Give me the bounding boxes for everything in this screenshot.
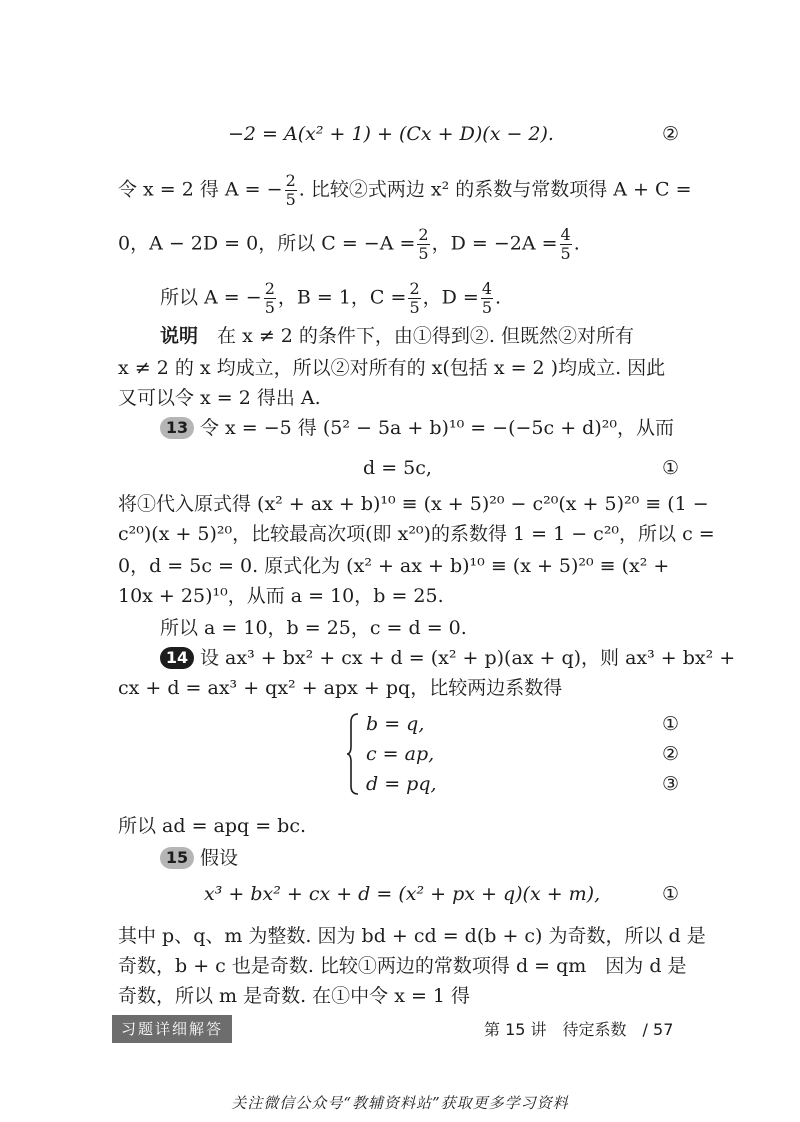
fraction-numerator: 2 <box>285 171 296 190</box>
system-equation: b = q, <box>366 713 425 735</box>
section-tag: 习题详细解答 <box>112 1015 232 1043</box>
equation: d = 5c, <box>363 457 432 479</box>
fraction-denominator: 5 <box>560 244 571 263</box>
text-line: 0，d = 5c = 0. 原式化为 (x² + ax + b)¹⁰ ≡ (x + 5)²⁰ ≡ (x² + <box>118 555 670 577</box>
left-brace-icon <box>346 712 360 796</box>
fraction-denominator: 5 <box>264 298 275 317</box>
text-segment: ，D = −2A = <box>431 232 558 255</box>
fraction-numerator: 4 <box>481 279 493 298</box>
fraction <box>417 226 429 263</box>
text-line: 所以 a = 10，b = 25，c = d = 0. <box>160 617 467 639</box>
system-equation: c = ap, <box>366 743 435 765</box>
watermark-note: 关注微信公众号“教辅资料站”获取更多学习资料 <box>231 1094 569 1112</box>
fraction-denominator: 5 <box>418 244 429 263</box>
text-segment: ，D = <box>422 286 479 309</box>
text-segment: . 比较②式两边 x² 的系数与常数项得 A + C = <box>298 178 692 201</box>
equation-2 <box>228 122 554 146</box>
text-segment: 令 x = −5 得 (5² − 5a + b)¹⁰ = −(−5c + d)²⁰，从而 <box>200 417 674 439</box>
text-segment: 设 ax³ + bx² + cx + d = (x² + p)(ax + q)，则 ax³ + bx² + <box>200 647 736 669</box>
fraction <box>481 280 493 317</box>
fraction <box>560 226 572 263</box>
equation-marker: ① <box>662 883 680 905</box>
text-segment: . <box>495 286 502 309</box>
text-line: 10x + 25)¹⁰，从而 a = 10，b = 25. <box>118 585 444 607</box>
problem-14-line <box>160 646 735 670</box>
text-line: 将①代入原式得 (x² + ax + b)¹⁰ ≡ (x + 5)²⁰ − c²⁰(x + 5)²⁰ ≡ (1 − <box>118 493 709 515</box>
equation-marker: ① <box>662 713 680 735</box>
problem-number-badge: 15 <box>160 847 194 869</box>
note-label: 说明 <box>160 325 199 347</box>
fraction-numerator: 2 <box>264 279 275 298</box>
note-line: x ≠ 2 的 x 均成立，所以②对所有的 x(包括 x = 2 )均成立. 因此 <box>118 357 666 379</box>
fraction-denominator: 5 <box>409 298 420 317</box>
text-line: 奇数，所以 m 是奇数. 在①中令 x = 1 得 <box>118 985 471 1007</box>
note-line <box>160 324 634 348</box>
text-line <box>118 226 580 263</box>
problem-13-line <box>160 416 674 440</box>
text-segment: 假设 <box>200 847 239 869</box>
fraction <box>264 280 276 317</box>
text-line <box>118 172 692 209</box>
fraction-numerator: 4 <box>560 225 571 244</box>
text-line: 奇数，b + c 也是奇数. 比较①两边的常数项得 d = qm 因为 d 是 <box>118 955 687 977</box>
note-line: 又可以令 x = 2 得出 A. <box>118 387 321 409</box>
text-segment: 0，A − 2D = 0，所以 C = −A = <box>118 232 416 255</box>
fraction-numerator: 2 <box>409 279 420 298</box>
text-segment: 令 x = 2 得 A = − <box>118 178 283 201</box>
text-line: 所以 ad = apq = bc. <box>118 815 307 837</box>
fraction <box>285 172 297 209</box>
problem-number-badge: 13 <box>160 417 194 439</box>
equation-marker: ③ <box>662 773 680 795</box>
equation-marker: ② <box>662 123 680 145</box>
system-equation: d = pq, <box>366 773 437 795</box>
equation: x³ + bx² + cx + d = (x² + px + q)(x + m), <box>204 883 601 905</box>
text-segment: 所以 A = − <box>160 286 262 309</box>
equation-marker: ① <box>662 457 680 479</box>
text-line <box>160 280 501 317</box>
problem-number-badge: 14 <box>160 647 194 669</box>
text-segment: ，B = 1，C = <box>277 286 407 309</box>
text-line: cx + d = ax³ + qx² + apx + pq，比较两边系数得 <box>118 677 563 699</box>
text-line: 其中 p、q、m 为整数. 因为 bd + cd = d(b + c) 为奇数，所以 d 是 <box>118 925 706 947</box>
text-line: c²⁰)(x + 5)²⁰，比较最高次项(即 x²⁰)的系数得 1 = 1 − c²⁰，所以 c = <box>118 523 715 545</box>
fraction-denominator: 5 <box>481 298 493 317</box>
fraction <box>408 280 420 317</box>
text-segment: . <box>573 232 580 255</box>
page-number: 第 15 讲 待定系数 / 57 <box>484 1020 674 1039</box>
text-segment: 在 x ≠ 2 的条件下，由①得到②. 但既然②对所有 <box>217 325 634 347</box>
equation-marker: ② <box>662 743 680 765</box>
fraction-denominator: 5 <box>285 190 296 209</box>
problem-15-line <box>160 846 238 870</box>
fraction-numerator: 2 <box>418 225 429 244</box>
equation-text: −2 = A(x² + 1) + (Cx + D)(x − 2). <box>228 123 554 145</box>
